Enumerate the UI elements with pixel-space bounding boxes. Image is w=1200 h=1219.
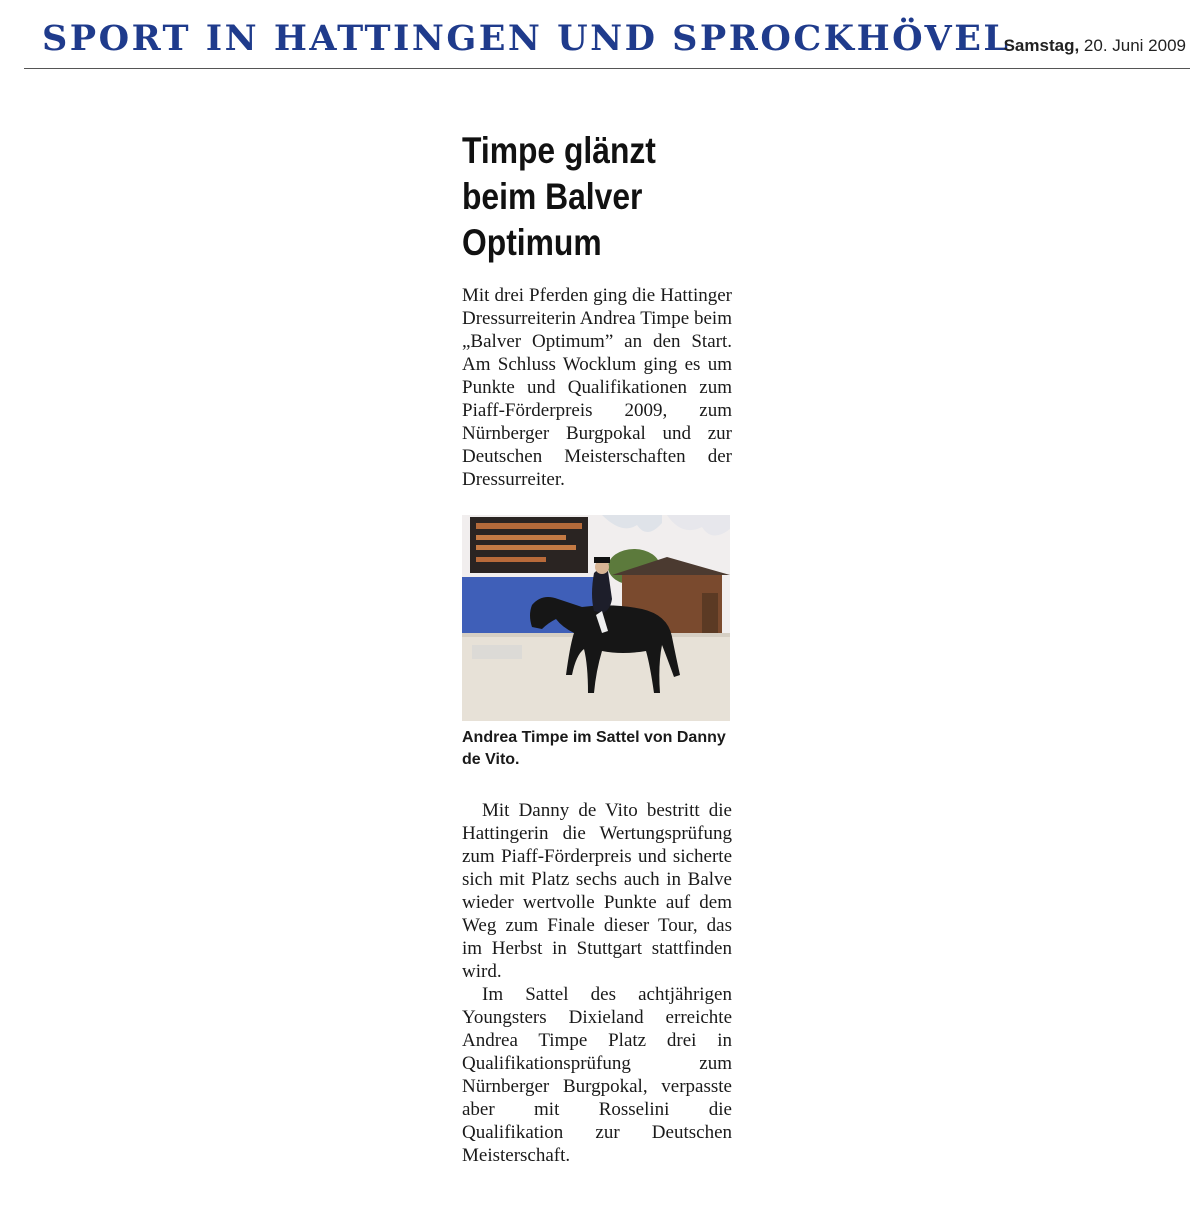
article: [462, 128, 732, 1167]
photo-caption: Andrea Timpe im Sattel von Danny de Vito.: [462, 729, 726, 768]
header-rule: [24, 68, 1190, 69]
article-body-paragraph-2: Im Sattel des achtjährigen Youngsters Dixieland erreichte Andrea Timpe Platz drei in Qualifikationsprüfung zum Nürnberger Burgpokal, verpasste aber mit Rosselini die Qualifikation zur Deutschen Meisterschaft.: [462, 984, 732, 1166]
issue-date-day: Samstag,: [1003, 36, 1080, 55]
article-headline: Timpe glänzt beim Balver Optimum: [462, 130, 656, 263]
dressage-photo-illustration: [462, 515, 730, 721]
section-title: SPORT IN HATTINGEN UND SPROCKHÖVEL: [42, 18, 1011, 59]
article-body-paragraph-1: Mit Danny de Vito bestritt die Hattingerin die Wertungsprüfung zum Piaff-Förderpreis und sicherte sich mit Platz sechs auch in Balve wieder wertvolle Punkte auf dem Weg zum Finale dieser Tour, das im Herbst in Stuttgart stattfinden wird.: [462, 800, 732, 982]
article-lead: Mit drei Pferden ging die Hattinger Dressurreiterin Andrea Timpe beim „Balver Optimum” an den Start. Am Schluss Wocklum ging es um Punkte und Qualifikationen zum Piaff-Förderpreis 2009, zum Nürnberger Burgpokal und zur Deutschen Meisterschaften der Dressurreiter.: [462, 285, 732, 490]
issue-date-rest: 20. Juni 2009: [1079, 36, 1186, 55]
issue-date: [1004, 36, 1186, 56]
article-photo: [462, 515, 730, 721]
